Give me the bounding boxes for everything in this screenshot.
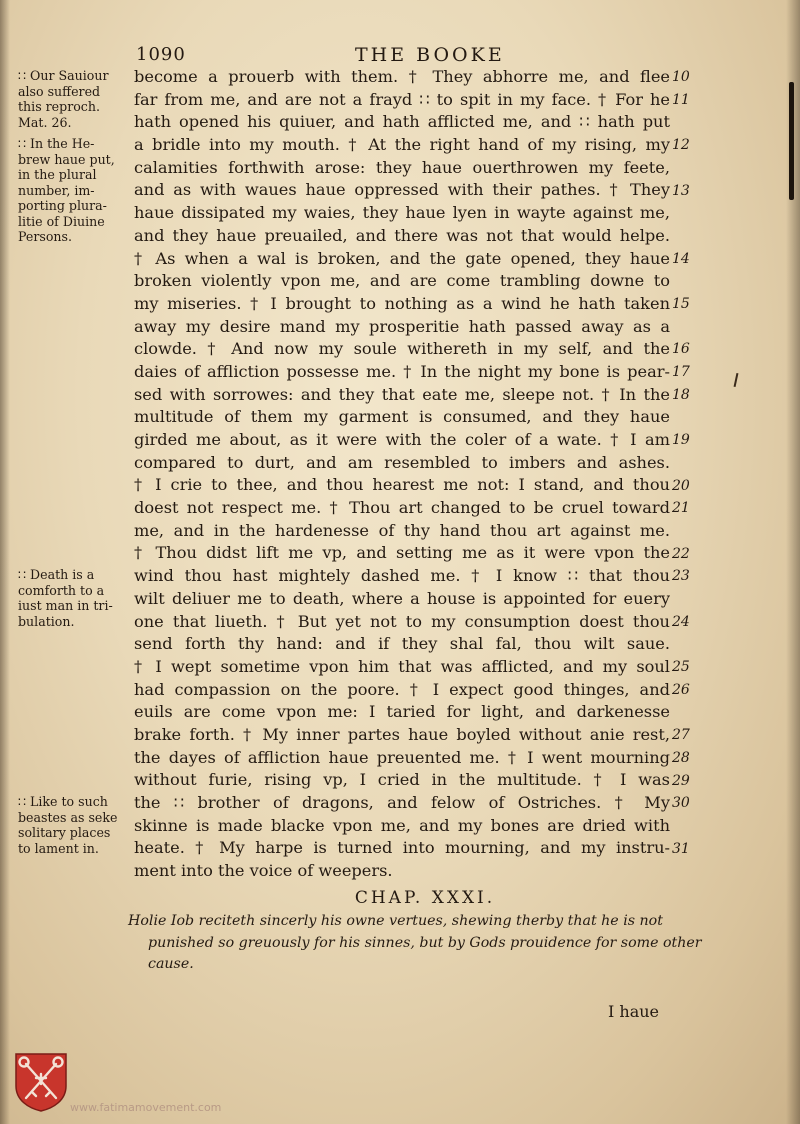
verse-number: 12 xyxy=(672,137,690,154)
text-line: ment into the voice of weepers. xyxy=(134,861,393,881)
argument-line: cause. xyxy=(148,956,194,972)
text-line: skinne is made blacke vpon me, and my bones are dried with xyxy=(134,815,670,835)
ink-mark xyxy=(734,373,739,387)
verse-number: 19 xyxy=(672,432,690,449)
chapter-heading xyxy=(0,888,800,908)
main-text xyxy=(134,66,670,883)
margin-note xyxy=(18,567,130,629)
text-line: a bridle into my mouth. † At the right hand of my rising, my xyxy=(134,135,670,155)
text-line: one that liueth. † But yet not to my consumption doest thou xyxy=(134,611,670,631)
page-header xyxy=(0,44,800,68)
margin-note-line: ∷ Death is a xyxy=(18,567,95,583)
text-line: brake forth. † My inner partes haue boyled without anie rest, xyxy=(134,724,670,744)
margin-note-line: brew haue put, xyxy=(18,151,115,167)
verse-number: 11 xyxy=(672,91,690,108)
verse-number: 24 xyxy=(672,613,690,630)
text-line: daies of affliction possesse me. † In the night my bone is pear- xyxy=(134,361,670,381)
text-line: † As when a wal is broken, and the gate opened, they haue xyxy=(134,248,670,268)
margin-note-line: number, im- xyxy=(18,182,95,198)
verse-number: 31 xyxy=(672,840,690,857)
margin-note-line: in the plural xyxy=(18,167,97,183)
verse-number: 18 xyxy=(672,386,690,403)
text-line: my miseries. † I brought to nothing as a wind he hath taken xyxy=(134,293,670,313)
text-line: hath opened his quiuer, and hath afflicted me, and ∷ hath put xyxy=(134,112,670,132)
margin-note-line: Mat. 26. xyxy=(18,114,72,130)
text-line: become a prouerb with them. † They abhorre me, and flee xyxy=(134,67,670,86)
verse-number: 10 xyxy=(672,69,690,85)
verse-number: 17 xyxy=(672,364,690,381)
page-number: 1090 xyxy=(136,44,186,65)
argument-line: punished so greuously for his sinnes, but by Gods prouidence for some other xyxy=(148,934,702,951)
verse-number: 20 xyxy=(672,477,690,494)
text-line: euils are come vpon me: I taried for light, and darkenesse xyxy=(134,702,670,722)
text-line: had compassion on the poore. † I expect good thinges, and xyxy=(134,679,670,699)
text-line: without furie, rising vp, I cried in the multitude. † I was xyxy=(134,770,670,790)
text-line: wind thou hast mightely dashed me. † I know ∷ that thou xyxy=(134,566,670,586)
text-line: wilt deliuer me to death, where a house is appointed for euery xyxy=(134,588,670,608)
verse-number: 13 xyxy=(672,182,690,199)
verse-number: 25 xyxy=(672,659,690,676)
text-line: compared to durt, and am resembled to imbers and ashes. xyxy=(134,452,670,472)
margin-note-line: comforth to a xyxy=(18,582,105,598)
text-line: † I crie to thee, and thou hearest me not: I stand, and thou xyxy=(134,475,670,495)
margin-note xyxy=(18,794,130,856)
verse-number: 27 xyxy=(672,727,690,744)
margin-note-line: ∷ In the He- xyxy=(18,136,95,152)
margin-note xyxy=(18,68,130,130)
text-line: † I wept sometime vpon him that was afflicted, and my soul xyxy=(134,656,670,676)
verse-number: 21 xyxy=(672,500,690,517)
chapter-argument xyxy=(128,911,710,976)
text-line: and as with waues haue oppressed with their pathes. † They xyxy=(134,180,670,200)
text-line: calamities forthwith arose: they haue ouerthrowen my feete, xyxy=(134,157,670,177)
text-line: heate. † My harpe is turned into mourning, and my instru- xyxy=(134,838,670,858)
spine-mark xyxy=(789,82,794,200)
text-line: me, and in the hardenesse of thy hand thou art against me. xyxy=(134,520,670,540)
verse-number: 26 xyxy=(672,681,690,698)
crossed-keys-shield-icon xyxy=(14,1052,68,1112)
text-line: † Thou didst lift me vp, and setting me as it were vpon the xyxy=(134,543,670,563)
text-line: doest not respect me. † Thou art changed to be cruel toward xyxy=(134,498,670,518)
verse-number: 23 xyxy=(672,568,690,585)
margin-note-line: Persons. xyxy=(18,229,73,245)
verse-number: 28 xyxy=(672,750,690,766)
text-line: clowde. † And now my soule withereth in my self, and the xyxy=(134,339,670,359)
margin-note-line: to lament in. xyxy=(18,840,99,856)
margin-note-line: beastes as seke xyxy=(18,809,118,825)
text-line: broken violently vpon me, and are come trambling downe to xyxy=(134,271,670,291)
margin-note-line: ∷ Like to such xyxy=(18,794,108,810)
margin-note-line: ∷ Our Sauiour xyxy=(18,68,109,83)
text-line: far from me, and are not a frayd ∷ to spit in my face. † For he xyxy=(134,89,670,109)
verse-number: 15 xyxy=(672,296,690,312)
text-line: away my desire mand my prosperitie hath passed away as a xyxy=(134,316,670,336)
text-line: sed with sorrowes: and they that eate me, sleepe not. † In the xyxy=(134,384,670,404)
verse-number: 30 xyxy=(672,795,690,812)
verse-number: 14 xyxy=(672,250,690,267)
page-left-edge xyxy=(0,0,10,1124)
chapter-heading-text: CHAP. XXXI. xyxy=(354,888,496,908)
margin-note-line: iust man in tri- xyxy=(18,598,113,614)
margin-note-line: solitary places xyxy=(18,825,111,841)
text-line: girded me about, as it were with the coler of a wate. † I am xyxy=(134,430,670,449)
text-line: the ∷ brother of dragons, and felow of Ostriches. † My xyxy=(134,793,670,812)
margin-note xyxy=(18,136,130,245)
margin-note-line: this reproch. xyxy=(18,99,100,114)
text-line: the dayes of affliction haue preuented me. † I went mourning xyxy=(134,747,670,767)
text-line: send forth thy hand: and if they shal fal, thou wilt saue. xyxy=(134,634,670,654)
argument-line: Holie Iob reciteth sincerly his owne vertues, shewing therby that he is not xyxy=(128,913,663,929)
verse-number: 29 xyxy=(672,772,690,789)
catchword: I haue xyxy=(608,1002,660,1021)
text-line: and they haue preuailed, and there was not that would helpe. xyxy=(134,225,670,245)
verse-number: 22 xyxy=(672,545,690,562)
text-line: multitude of them my garment is consumed, and they haue xyxy=(134,407,670,427)
margin-note-line: litie of Diuine xyxy=(18,213,105,229)
verse-number: 16 xyxy=(672,341,690,358)
margin-note-line: bulation. xyxy=(18,613,75,629)
margin-note-line: also suffered xyxy=(18,83,101,99)
running-title: THE BOOKE xyxy=(355,44,505,66)
margin-note-line: porting plura- xyxy=(18,198,107,214)
watermark-url: www.fatimamovement.com xyxy=(70,1101,222,1114)
text-line: haue dissipated my waies, they haue lyen in wayte against me, xyxy=(134,203,670,223)
